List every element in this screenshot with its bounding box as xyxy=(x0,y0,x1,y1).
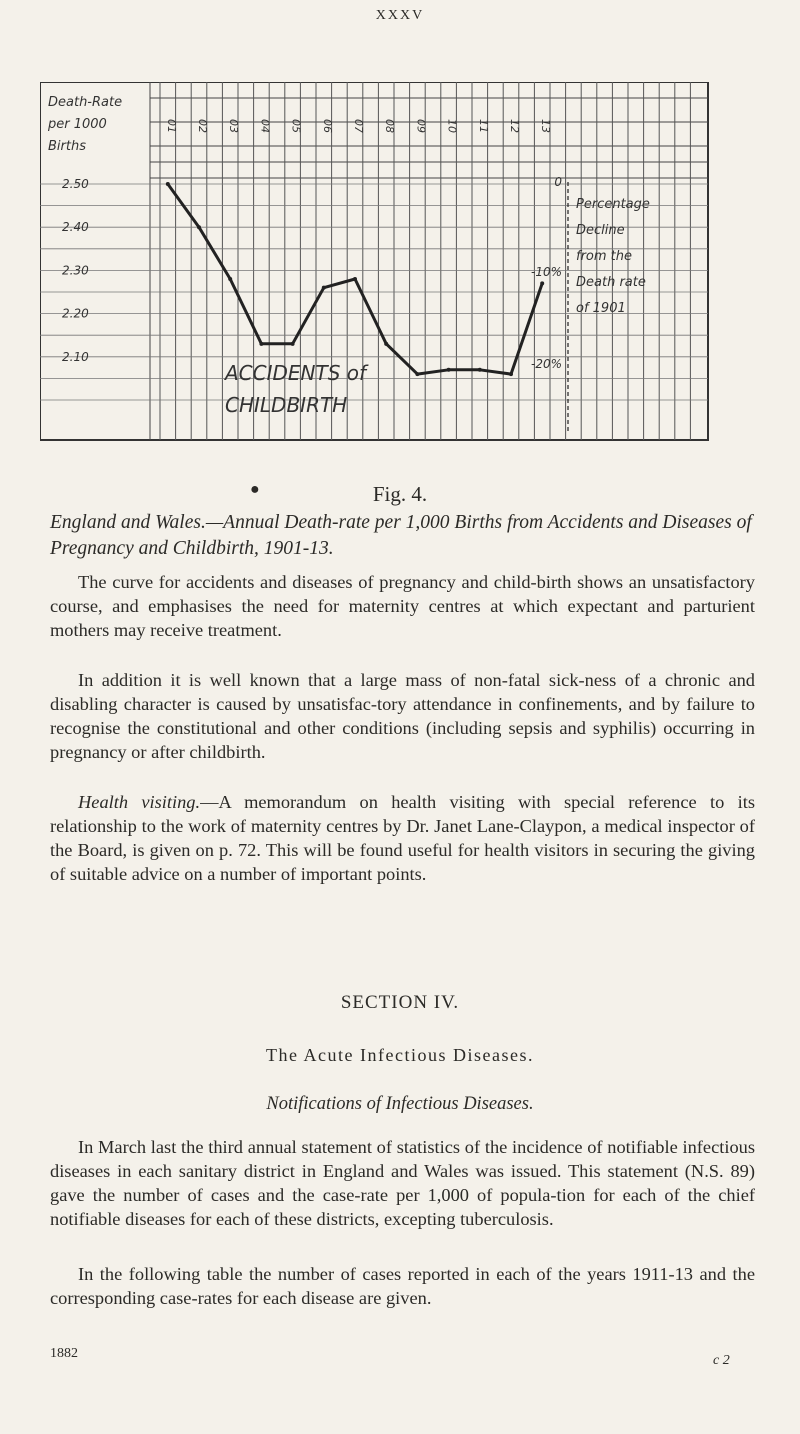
x-tick-label: 08 xyxy=(383,119,397,133)
y-tick-label: 2.20 xyxy=(62,306,89,321)
figure-caption: England and Wales.—Annual Death-rate per 1,000 Births from Accidents and Diseases of Pregnancy and Childbirth, 1901-13. xyxy=(50,512,752,559)
bullet-icon: ● xyxy=(250,481,260,498)
chart-title-line: Death-Rate xyxy=(48,95,123,110)
y-tick-label: 2.10 xyxy=(62,349,89,364)
data-point xyxy=(166,182,170,186)
data-point xyxy=(384,342,388,346)
y-tick-label: 2.50 xyxy=(62,177,89,191)
subheading: The Acute Infectious Diseases. xyxy=(266,1045,534,1065)
x-tick-label: 05 xyxy=(289,119,303,133)
x-tick-label: 13 xyxy=(539,119,553,133)
pct-axis-title-line: Decline xyxy=(576,223,625,238)
series-label-line: ACCIDENTS of xyxy=(225,361,367,385)
footer-print-code: 1882 xyxy=(50,1346,78,1361)
data-point xyxy=(540,281,544,285)
paragraph-2: In addition it is well known that a large mass of non-fatal sick-ness of a chronic and disabling character is caused by unsatisfac-tory attendance in confinements, and by failure to recognise the constitutional and other conditions (including sepsis and syphilis) occurring in pregnancy or after childbirth. xyxy=(50,670,755,762)
data-point xyxy=(259,342,263,346)
x-tick-label: 03 xyxy=(227,119,241,133)
data-point xyxy=(353,277,357,281)
chart-svg xyxy=(40,82,720,462)
x-tick-label: 12 xyxy=(508,119,521,133)
pct-tick-label: 0 xyxy=(554,175,562,189)
death-rate-chart xyxy=(40,82,720,462)
pct-tick-label: -10% xyxy=(530,265,562,279)
paragraph-1: The curve for accidents and diseases of pregnancy and child-birth shows an unsatisfactory course, and emphasises the need for maternity centres at which expectant and parturient mothers may receive treatment. xyxy=(50,572,755,640)
sub-subheading: Notifications of Infectious Diseases. xyxy=(266,1094,534,1114)
x-tick-label: 06 xyxy=(320,119,334,133)
pct-tick-label: -20% xyxy=(530,357,562,371)
series-label-line: CHILDBIRTH xyxy=(225,393,348,417)
x-tick-label: 07 xyxy=(352,119,365,133)
x-tick-label: 09 xyxy=(414,119,428,133)
data-point xyxy=(197,225,201,229)
data-point xyxy=(509,372,513,376)
pct-axis-title-line: from the xyxy=(576,249,633,264)
paragraph-3 xyxy=(50,790,755,886)
paragraph-4: In March last the third annual statement of statistics of the incidence of notifiable infectious diseases in each sanitary district in England and Wales was issued. This statement (N.S. 89) gave the number of cases and the case-rate per 1,000 of popula-tion for each of the chief notifiable diseases for each of these districts, excepting tuberculosis. xyxy=(50,1137,755,1229)
x-tick-label: 01 xyxy=(164,119,178,133)
data-point xyxy=(291,342,295,346)
paragraph-5: In the following table the number of cases reported in each of the years 1911-13 and the corresponding case-rates for each disease are given. xyxy=(50,1264,755,1308)
pct-axis-title-line: Death rate xyxy=(576,275,646,290)
y-tick-label: 2.30 xyxy=(62,263,89,278)
data-point xyxy=(415,372,419,376)
y-tick-label: 2.40 xyxy=(62,220,89,235)
chart-title-line: Births xyxy=(48,139,86,154)
x-tick-label: 02 xyxy=(196,119,209,133)
x-tick-label: 11 xyxy=(476,119,490,133)
data-point xyxy=(228,277,232,281)
figure-label-text: Fig. 4. xyxy=(372,482,428,506)
x-tick-label: 10 xyxy=(445,119,459,133)
chart-title-line: per 1000 xyxy=(48,117,107,132)
data-point xyxy=(447,368,451,372)
paragraph-3-lead: Health visiting. xyxy=(78,792,201,812)
footer-signature: c 2 xyxy=(713,1353,730,1368)
pct-axis-title-line: of 1901 xyxy=(576,301,626,316)
data-point xyxy=(478,368,482,372)
page-number: XXXV xyxy=(375,8,425,23)
section-heading: SECTION IV. xyxy=(340,992,460,1013)
paragraph-3-rest: —A memorandum on health visiting with special reference to its relationship to the work of maternity centres by Dr. Janet Lane-Claypon, a medical inspector of the Board, is given on p. 72. This will be found useful for health visitors in securing the giving of suitable advice on a number of important points. xyxy=(50,792,755,884)
figure-label xyxy=(0,482,800,507)
x-tick-label: 04 xyxy=(258,119,272,133)
pct-axis-title-line: Percentage xyxy=(576,197,650,212)
data-point xyxy=(322,286,326,290)
